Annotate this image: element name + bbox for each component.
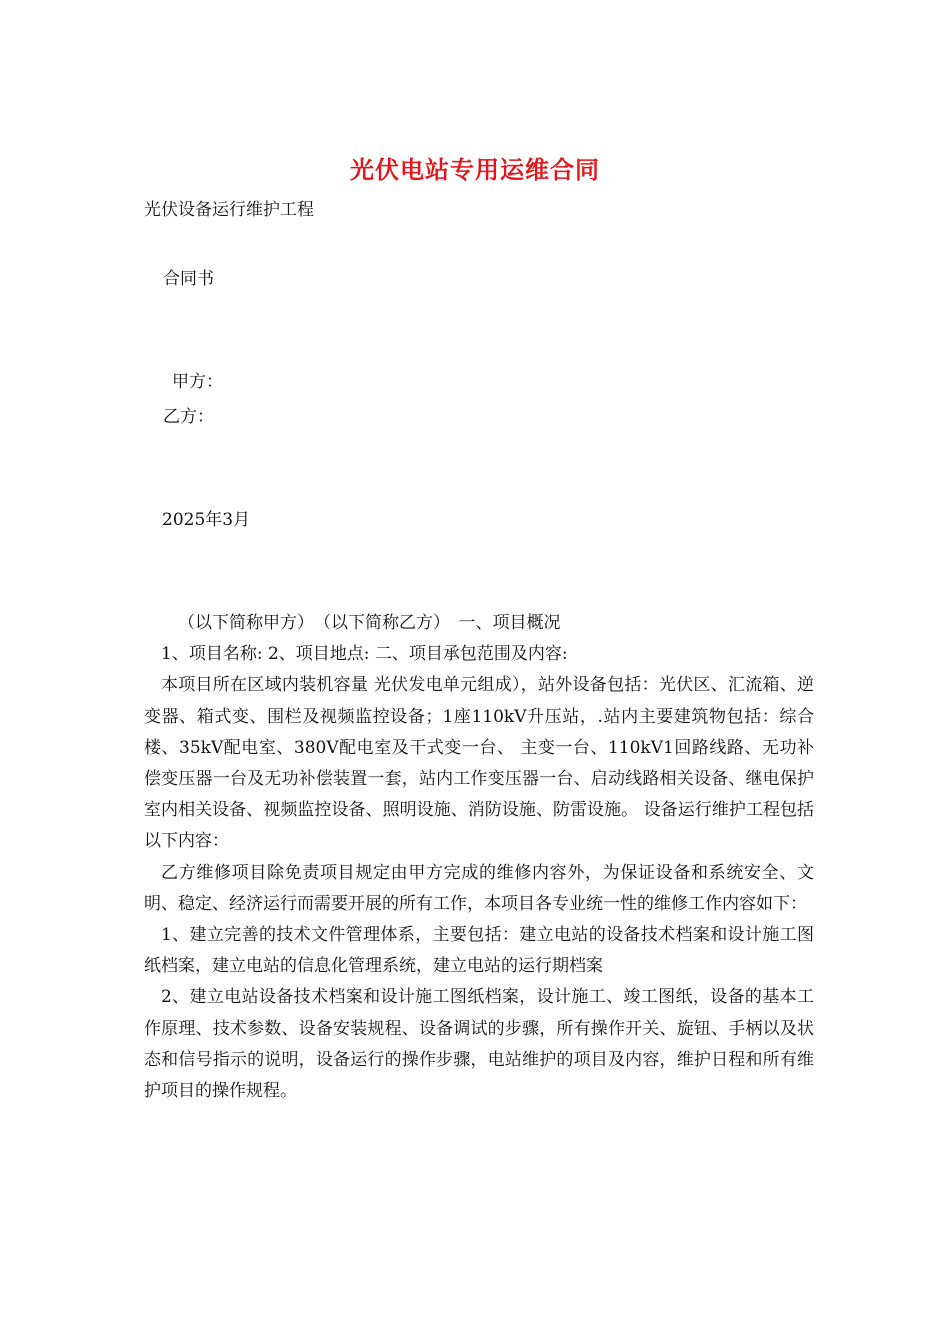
contract-label: 合同书 [163,269,214,289]
project-heading: 光伏设备运行维护工程 [144,200,314,220]
contract-body [144,608,814,1107]
contract-date: 2025年3月 [162,510,251,530]
body-paragraph: （以下简称甲方） （以下简称乙方） 一、项目概况 [178,613,561,633]
party-a-label: 甲方： [172,372,223,392]
document-title: 光伏电站专用运维合同 [350,155,600,184]
party-b-label: 乙方： [163,407,214,427]
body-paragraph: 本项目所在区域内装机容量 光伏发电单元组成），站外设备包括：光伏区、汇流箱、逆变器、箱式变、围栏及视频监控设备；1座110kV升压站，.站内主要建筑物包括：综合楼、35kV配电室、380V配电室及干式变一台、 主变一台、110kV1回路线路、无功补偿变压器一台及无功补偿装置一套，站内工作变压器一台、启动线路相关设备、继电保护室内相关设备、视频监控设备、照明设施、消防设施、防雷设施。 设备运行维护工程包括以下内容： [144,675,814,852]
body-paragraph: 2、建立电站设备技术档案和设计施工图纸档案，设计施工、竣工图纸，设备的基本工作原理、技术参数、设备安装规程、设备调试的步骤，所有操作开关、旋钮、手柄以及状态和信号指示的说明，设备运行的操作步骤，电站维护的项目及内容，维护日程和所有维护项目的操作规程。 [144,987,814,1102]
body-paragraph: 1、建立完善的技术文件管理体系，主要包括：建立电站的设备技术档案和设计施工图纸档案，建立电站的信息化管理系统，建立电站的运行期档案 [144,925,814,977]
body-paragraph: 1、项目名称: 2、项目地点: 二、项目承包范围及内容: [161,644,568,665]
body-paragraph: 乙方维修项目除免责项目规定由甲方完成的维修内容外，为保证设备和系统安全、文明、稳定、经济运行而需要开展的所有工作，本项目各专业统一性的维修工作内容如下： [144,862,814,914]
